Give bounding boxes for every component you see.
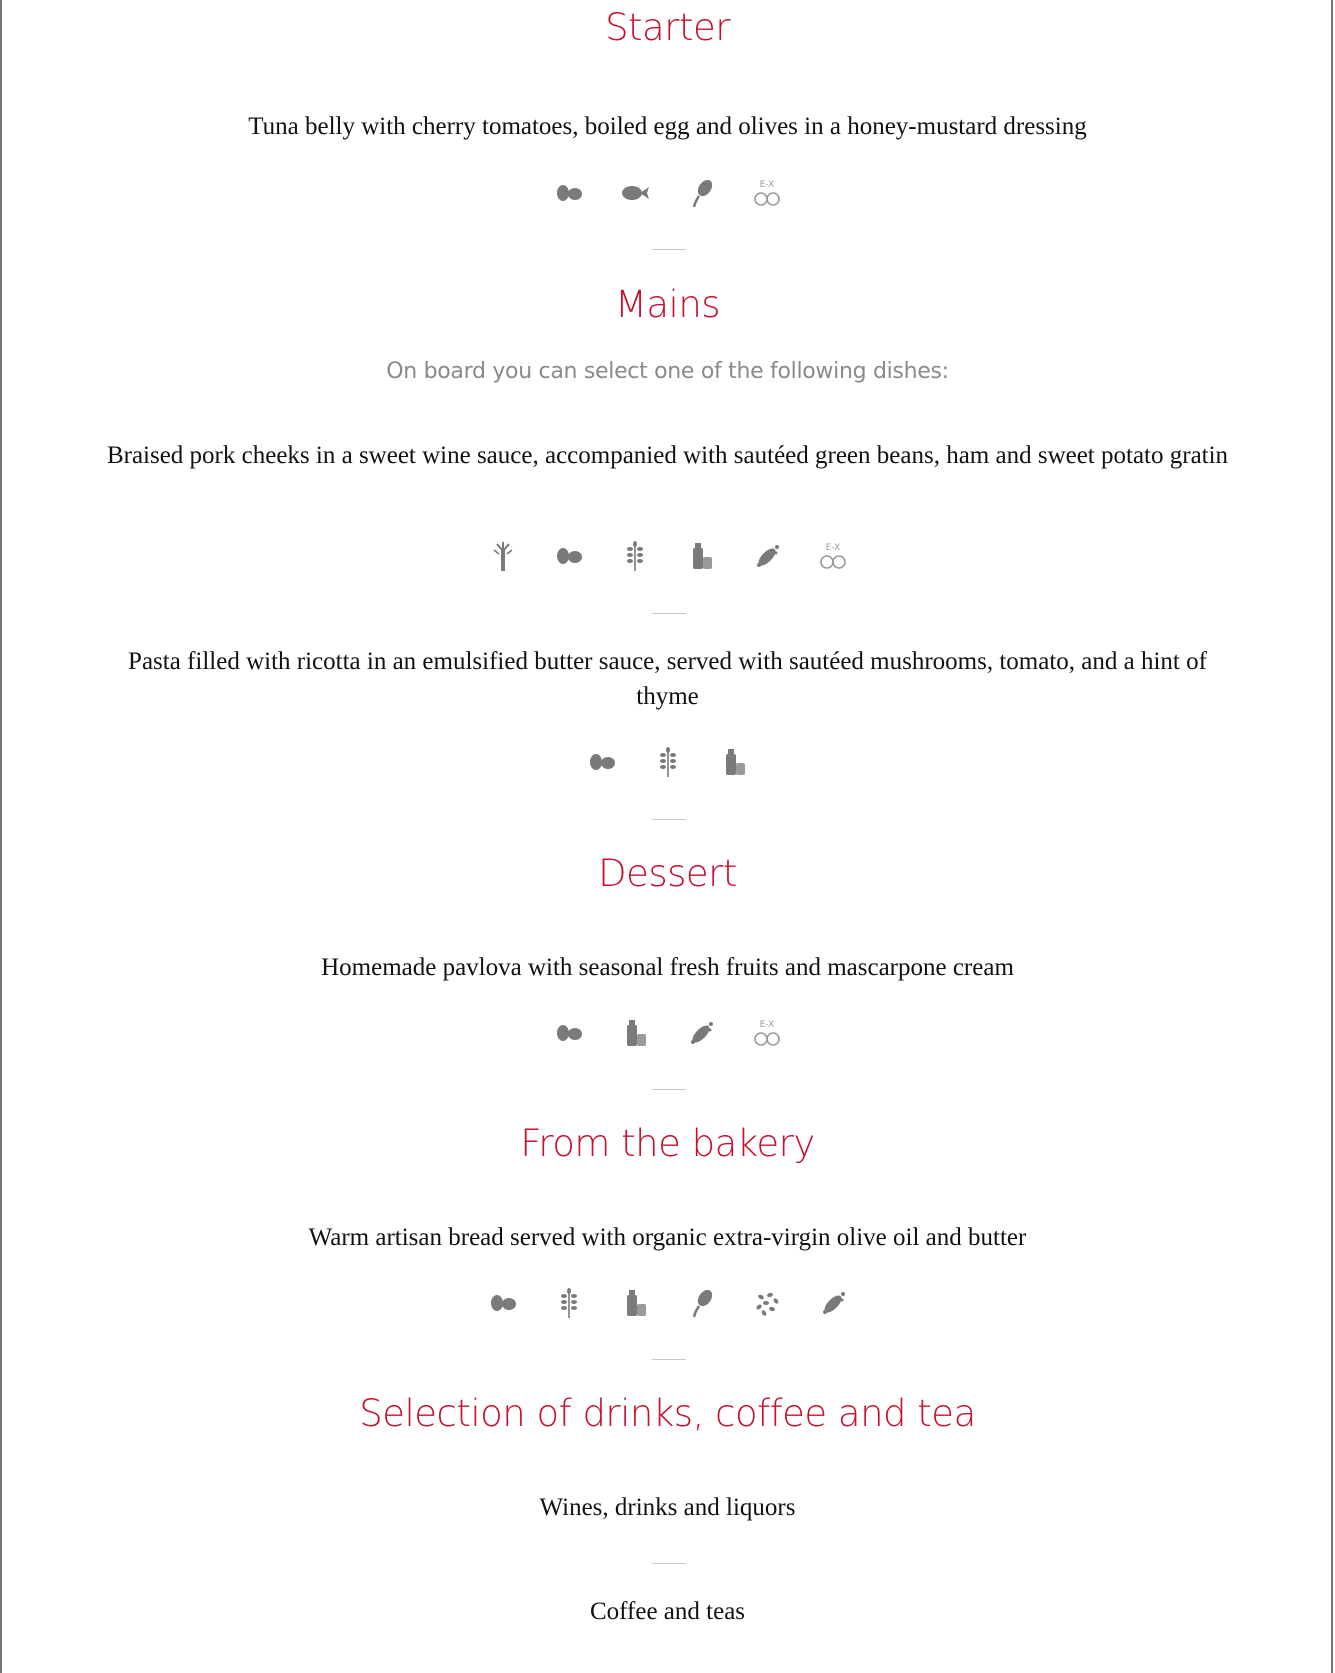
sesame-icon bbox=[750, 1286, 784, 1320]
celery-icon bbox=[486, 539, 520, 573]
section-heading-bakery: From the bakery bbox=[520, 1122, 815, 1165]
section-dessert bbox=[0, 852, 1335, 896]
section-heading-drinks: Selection of drinks, coffee and tea bbox=[359, 1392, 976, 1435]
allergen-icons bbox=[0, 744, 1335, 780]
svg-text:E-X: E-X bbox=[759, 1020, 774, 1030]
egg-icon bbox=[486, 1286, 520, 1320]
mustard-icon bbox=[684, 1286, 718, 1320]
dish-name: Pasta filled with ricotta in an emulsified butter sauce, served with sautéed mushrooms, tomato, and a hint of thyme bbox=[128, 648, 1207, 710]
section-divider bbox=[652, 819, 686, 820]
allergen-icons bbox=[0, 1015, 1335, 1051]
section-divider bbox=[652, 1359, 686, 1360]
svg-text:E-X: E-X bbox=[759, 180, 774, 190]
allergen-icons bbox=[0, 538, 1335, 574]
drinks-item: Wines, drinks and liquors bbox=[539, 1494, 796, 1521]
gluten-icon bbox=[618, 539, 652, 573]
allergen-icons bbox=[0, 175, 1335, 211]
egg-icon bbox=[552, 176, 586, 210]
section-divider bbox=[652, 249, 686, 250]
dish-name: Homemade pavlova with seasonal fresh fruits and mascarpone cream bbox=[321, 954, 1014, 981]
sulphites-icon bbox=[750, 176, 784, 210]
fish-icon bbox=[618, 176, 652, 210]
nuts-icon bbox=[684, 1016, 718, 1050]
gluten-icon bbox=[552, 1286, 586, 1320]
gluten-icon bbox=[651, 745, 685, 779]
milk-icon bbox=[717, 745, 751, 779]
sulphites-icon bbox=[816, 539, 850, 573]
section-mains bbox=[0, 283, 1335, 327]
nuts-icon bbox=[750, 539, 784, 573]
section-heading-starter: Starter bbox=[605, 6, 730, 49]
section-starter bbox=[0, 6, 1335, 50]
allergen-icons bbox=[0, 1285, 1335, 1321]
dish-name: Warm artisan bread served with organic extra-virgin olive oil and butter bbox=[308, 1224, 1027, 1251]
section-heading-mains: Mains bbox=[614, 283, 721, 326]
svg-text:E-X: E-X bbox=[825, 543, 840, 553]
dish-name: Tuna belly with cherry tomatoes, boiled egg and olives in a honey-mustard dressing bbox=[248, 113, 1087, 140]
mains-subtitle: On board you can select one of the following dishes: bbox=[386, 359, 949, 384]
dish-name: Braised pork cheeks in a sweet wine sauce, accompanied with sautéed green beans, ham and sweet potato gratin bbox=[106, 442, 1229, 469]
section-heading-dessert: Dessert bbox=[598, 852, 737, 895]
egg-icon bbox=[552, 1016, 586, 1050]
milk-icon bbox=[618, 1016, 652, 1050]
section-divider bbox=[652, 1563, 686, 1564]
mustard-icon bbox=[684, 176, 718, 210]
section-divider bbox=[652, 1089, 686, 1090]
drinks-item: Coffee and teas bbox=[589, 1598, 746, 1625]
section-drinks bbox=[0, 1392, 1335, 1436]
sulphites-icon bbox=[750, 1016, 784, 1050]
section-bakery bbox=[0, 1122, 1335, 1166]
nuts-icon bbox=[816, 1286, 850, 1320]
milk-icon bbox=[684, 539, 718, 573]
milk-icon bbox=[618, 1286, 652, 1320]
section-divider bbox=[652, 613, 686, 614]
egg-icon bbox=[552, 539, 586, 573]
egg-icon bbox=[585, 745, 619, 779]
